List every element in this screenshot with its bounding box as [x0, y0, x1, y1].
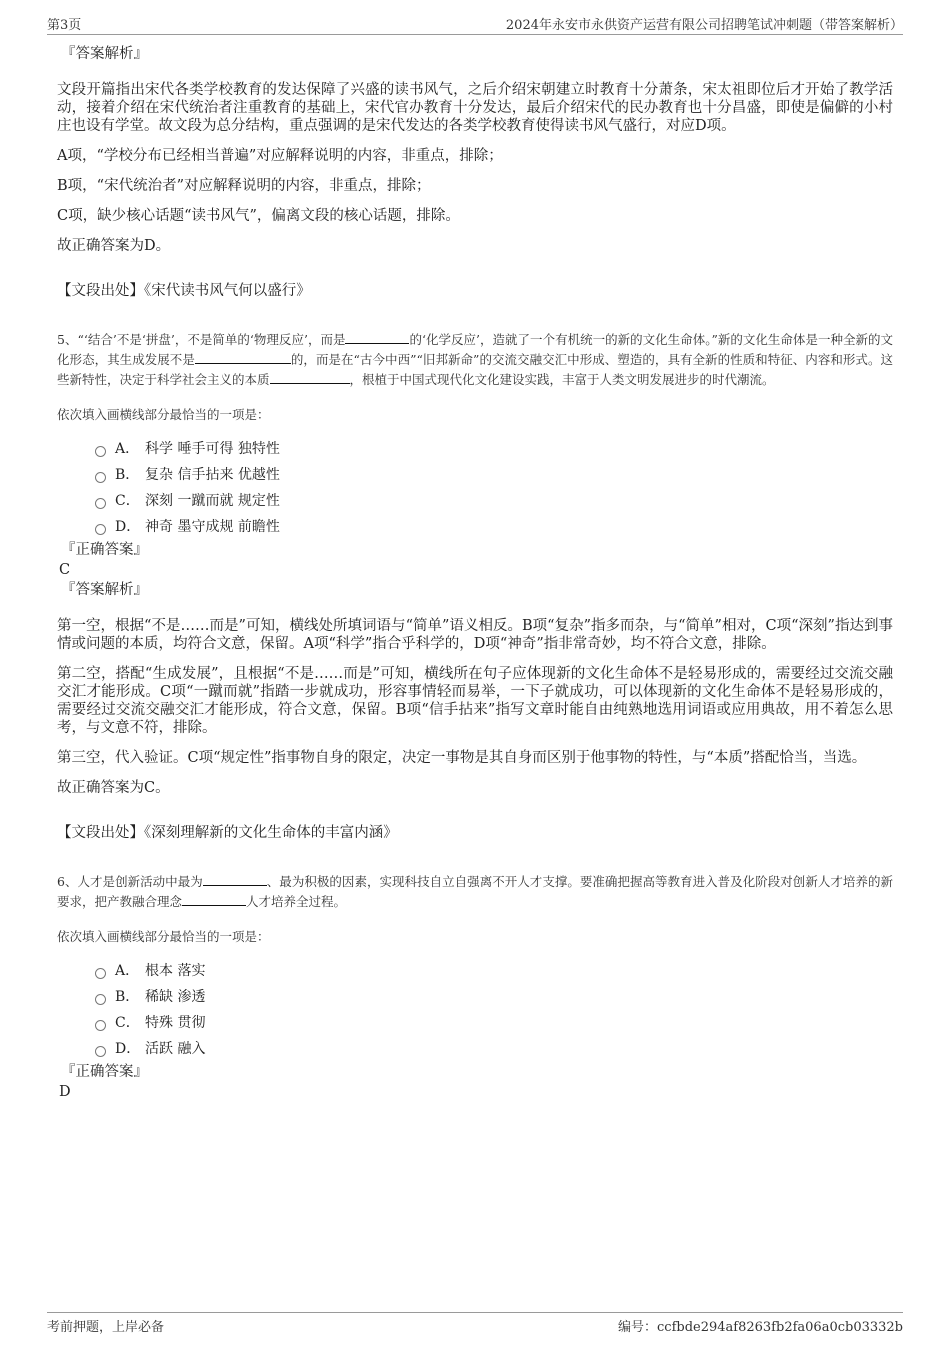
conclusion: 故正确答案为C。: [57, 780, 170, 796]
option-text: 科学 唾手可得 独特性: [145, 441, 280, 457]
radio-icon[interactable]: [95, 498, 106, 509]
option-c[interactable]: [95, 1010, 893, 1036]
question-6-stem: [57, 872, 893, 912]
question-instruction: 依次填入画横线部分最恰当的一项是：: [57, 929, 270, 944]
stem-text: 的‘化学反应’，造就了一个有机统一的新的文化生命体。”新的文化生命体是一种全新的文化形态，其生成发展不是: [57, 332, 894, 367]
option-letter: D．: [115, 1041, 141, 1057]
blank-line: [182, 893, 246, 906]
stem-text: 5、“‘结合’不是‘拼盘’，不是简单的‘物理反应’，而是: [57, 332, 346, 347]
option-letter: C．: [115, 1015, 140, 1031]
option-letter: C．: [115, 493, 140, 509]
radio-icon[interactable]: [95, 472, 106, 483]
option-c[interactable]: [95, 488, 893, 514]
page-content: [57, 44, 893, 1102]
question-5-options: [57, 436, 893, 540]
blank-line: [270, 371, 350, 384]
question-6-options: [57, 958, 893, 1062]
stem-text: 的，而是在“古今中西”“旧邦新命”的交流交融交汇中形成、塑造的，具有全新的性质和特征、内容和形式。这些新特性，决定于科学社会主义的本质: [57, 352, 893, 387]
radio-icon[interactable]: [95, 1046, 106, 1057]
page-number: 第3页: [47, 18, 82, 33]
radio-icon[interactable]: [95, 994, 106, 1005]
stem-text: 人才培养全过程。: [246, 894, 347, 909]
question-instruction: 依次填入画横线部分最恰当的一项是：: [57, 407, 270, 422]
radio-icon[interactable]: [95, 524, 106, 535]
analysis-option-a: A项，“学校分布已经相当普遍”对应解释说明的内容，非重点，排除；: [57, 148, 503, 164]
analysis-option-b: B项，“宋代统治者”对应解释说明的内容，非重点，排除；: [57, 178, 431, 194]
source-citation: 【文段出处】《深刻理解新的文化生命体的丰富内涵》: [57, 824, 398, 841]
correct-answer: C: [59, 562, 71, 578]
option-letter: B．: [115, 989, 140, 1005]
option-d[interactable]: [95, 1036, 893, 1062]
correct-answer-label: 『正确答案』: [61, 542, 148, 558]
answer-analysis-label: 『答案解析』: [61, 582, 148, 598]
blank-line: [203, 873, 267, 886]
stem-text: 、最为积极的因素，实现科技自立自强离不开人才支撑。要准确把握高等教育进入普及化阶段对创新人才培养的新要求，把产教融合理念: [57, 874, 893, 909]
correct-answer-label: 『正确答案』: [61, 1064, 148, 1080]
option-a[interactable]: [95, 436, 893, 462]
document-code: 编号：ccfbde294af8263fb2fa06a0cb03332b: [618, 1320, 903, 1335]
stem-text: ，根植于中国式现代化文化建设实践，丰富于人类文明发展进步的时代潮流。: [349, 372, 775, 387]
source-citation: 【文段出处】《宋代读书风气何以盛行》: [57, 282, 311, 299]
correct-answer: D: [59, 1084, 71, 1100]
option-text: 特殊 贯彻: [145, 1015, 206, 1031]
option-letter: A．: [115, 441, 140, 457]
stem-text: 6、人才是创新活动中最为: [57, 874, 203, 889]
option-b[interactable]: [95, 462, 893, 488]
conclusion: 故正确答案为D。: [57, 238, 171, 254]
analysis-paragraph: 第二空，搭配“生成发展”，且根据“不是……而是”可知，横线所在句子应体现新的文化生命体不是轻易形成的，需要经过交流交融交汇才能形成。C项“一蹴而就”指踏一步就成功，形容事情轻而易举，一下子就成功，可以体现新的文化生命体不是轻易形成的，需要经过交流交融交汇才能形成，符合文意，保留。B项“信手拈来”指写文章时能自由纯熟地选用词语或应用典故，用不着怎么思考，与文意不符，排除。: [57, 666, 893, 736]
radio-icon[interactable]: [95, 1020, 106, 1031]
option-letter: D．: [115, 519, 141, 535]
option-text: 稀缺 渗透: [145, 989, 206, 1005]
page-footer: [47, 1312, 903, 1336]
option-text: 活跃 融入: [145, 1041, 206, 1057]
analysis-paragraph: 文段开篇指出宋代各类学校教育的发达保障了兴盛的读书风气，之后介绍宋朝建立时教育十分萧条，宋太祖即位后才开始了教学活动，接着介绍在宋代统治者注重教育的基础上，宋代官办教育十分发达，最后介绍宋代的民办教育也十分昌盛，即使是偏僻的小村庄也设有学堂。故文段为总分结构，重点强调的是宋代发达的各类学校教育使得读书风气盛行，对应D项。: [57, 82, 893, 134]
option-b[interactable]: [95, 984, 893, 1010]
option-d[interactable]: [95, 514, 893, 540]
analysis-option-c: C项，缺少核心话题“读书风气”，偏离文段的核心话题，排除。: [57, 208, 460, 224]
page-header: [47, 14, 903, 35]
analysis-paragraph: 第三空，代入验证。C项“规定性”指事物自身的限定，决定一事物是其自身而区别于他事物的特性，与“本质”搭配恰当，当选。: [57, 750, 867, 766]
option-text: 神奇 墨守成规 前瞻性: [145, 519, 280, 535]
footer-slogan: 考前押题，上岸必备: [47, 1320, 165, 1335]
radio-icon[interactable]: [95, 968, 106, 979]
blank-line: [195, 351, 291, 364]
document-title: 2024年永安市永供资产运营有限公司招聘笔试冲刺题（带答案解析）: [505, 18, 903, 33]
radio-icon[interactable]: [95, 446, 106, 457]
option-text: 深刻 一蹴而就 规定性: [145, 493, 280, 509]
option-letter: B．: [115, 467, 140, 483]
option-letter: A．: [115, 963, 140, 979]
option-text: 根本 落实: [145, 963, 206, 979]
blank-line: [345, 331, 409, 344]
analysis-paragraph: 第一空，根据“不是……而是”可知，横线处所填词语与“简单”语义相反。B项“复杂”指多而杂，与“简单”相对，C项“深刻”指达到事情或问题的本质，均符合文意，保留。A项“科学”指合乎科学的，D项“神奇”指非常奇妙，均不符合文意，排除。: [57, 618, 893, 652]
option-a[interactable]: [95, 958, 893, 984]
question-5-stem: [57, 330, 893, 390]
option-text: 复杂 信手拈来 优越性: [145, 467, 280, 483]
answer-analysis-label: 『答案解析』: [61, 46, 148, 62]
